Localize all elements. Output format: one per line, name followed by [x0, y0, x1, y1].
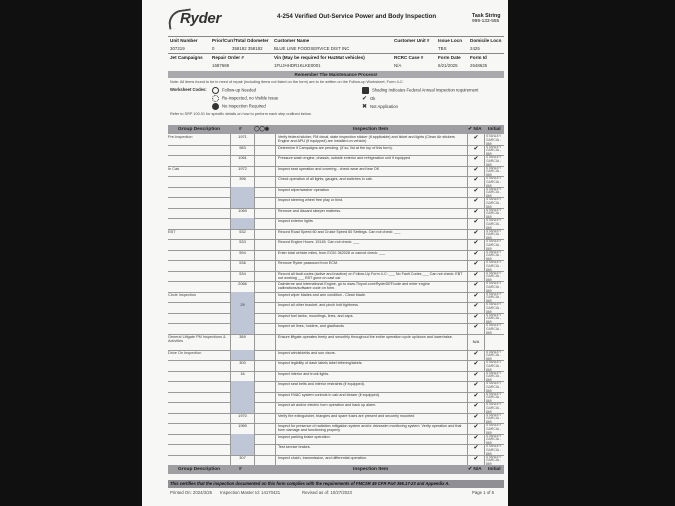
- form-date-label: Form Date: [438, 55, 461, 60]
- row-check: ✔: [467, 381, 485, 392]
- row-number: 594: [230, 250, 255, 261]
- row-code-cell: [253, 187, 276, 198]
- row-initial: STANLEY GARCIA - 869: [486, 176, 502, 188]
- issue-locn-value: TBS: [438, 46, 447, 51]
- row-initial: STANLEY GARCIA - 869: [486, 186, 502, 199]
- row-check: ✔: [467, 145, 485, 156]
- row-item: Record all fault codes (active and inactive) on Follow-Up Form 4-C: ___ No Fault Codes ___ Can not check: EBT not working ___ EBT gone on cast car: [278, 271, 463, 280]
- table-footer-header: [168, 465, 504, 474]
- row-number: 29: [230, 302, 255, 313]
- row-item: Inspect wiper blades and arm condition - Clean blade.: [278, 292, 366, 297]
- row-item: Inspect seat operation and covering - check wear and tear OK: [278, 166, 380, 171]
- row-initial: STANLEY GARCIA - 869: [486, 402, 502, 414]
- row-code-cell: [253, 313, 276, 324]
- row-code-cell: [253, 155, 276, 166]
- printed-on: Printed On: 2024/3/25: [170, 490, 213, 495]
- row-item: Test service brakes.: [278, 445, 311, 449]
- row-initial: STANLEY GARCIA - 869: [486, 260, 502, 272]
- row-code-cell: [253, 350, 276, 361]
- row-number: [230, 218, 255, 229]
- row-check: ✔: [467, 423, 485, 434]
- row-number: 1970: [230, 413, 255, 424]
- row-code-cell: [253, 218, 276, 229]
- row-item: Inspect seat belts and interior restraints (if equipped).: [278, 382, 365, 386]
- code-reinspected: [212, 95, 278, 102]
- row-number: [230, 402, 255, 413]
- form-id-label: Form Id: [470, 55, 487, 60]
- row-item: Inspect interior and trunk lights.: [278, 371, 330, 376]
- domicile-locn-label: Domicile Locn: [470, 38, 502, 43]
- row-number: 536: [230, 260, 255, 271]
- row-initial: STANLEY GARCIA - 869: [486, 302, 502, 314]
- row-number: [230, 434, 255, 445]
- row-initial: STANLEY GARCIA - 869: [486, 323, 502, 335]
- code-label: No Inspection Required: [222, 103, 266, 109]
- row-initial: STANLEY GARCIA - 869: [486, 312, 502, 325]
- repair-order-label: Repair Order #: [212, 55, 244, 60]
- odometer-curr-total-value: 358182 358182: [232, 46, 263, 51]
- rcrc-case-label: RCRC Case #: [394, 55, 424, 60]
- check-icon: ✔: [362, 96, 368, 102]
- row-item: Enter total vehicle miles, from ECM: 362028 or cannot check: ___: [278, 250, 386, 255]
- row-number: 1971: [230, 134, 255, 145]
- row-item: Inspect exterior lights: [278, 219, 313, 223]
- row-check: ✔: [467, 218, 485, 229]
- row-initial: STANLEY GARCIA - 869: [486, 270, 502, 283]
- row-item: Inspect wiper/washer operation: [278, 187, 330, 192]
- row-code-cell: [253, 381, 276, 392]
- remember-band: Remember The Maintenance Process!: [168, 71, 504, 78]
- form-id-value: 2648625: [470, 63, 488, 68]
- row-item: Pressure wash engine, chassis, outside exterior and refrigeration unit if equipped: [278, 156, 411, 160]
- row-check: ✔: [467, 392, 485, 403]
- row-check: ✔: [467, 229, 485, 240]
- row-initial: STANLEY GARCIA - 869: [486, 360, 502, 372]
- row-number: [230, 197, 255, 208]
- filled-circle-icon: [212, 103, 219, 110]
- empty-circle-icon: [212, 87, 219, 94]
- row-number: 396: [230, 176, 255, 187]
- vin-value: 1FUJHHDR1KLKE0001: [274, 63, 321, 68]
- row-code-cell: [253, 392, 276, 403]
- row-check: ✔: [467, 444, 485, 455]
- row-initial: STANLEY GARCIA - 869: [486, 239, 502, 251]
- table-header: [168, 125, 504, 134]
- code-no-inspection: [212, 103, 266, 110]
- row-number: 2066: [230, 281, 255, 292]
- row-group: Pre-Inspection: [168, 135, 193, 139]
- row-code-cell: [253, 371, 276, 382]
- row-initial: STANLEY GARCIA - 869: [486, 281, 502, 293]
- circle-codes-icon: ◯◯◉: [254, 127, 269, 132]
- row-code-cell: [253, 271, 276, 282]
- row-check: ✔: [467, 281, 485, 292]
- row-number: [230, 323, 255, 334]
- row-group: Circle Inspection: [168, 292, 197, 297]
- code-label: Shading Indicates Federal Annual Inspection requirement: [372, 87, 479, 93]
- code-followup: [212, 87, 256, 94]
- row-item: Verify federal sticker, FM decal, state inspection sticker (if applicable) and ticket and lights (Clean Air stickers Engine and APU (if equipped) are installed on vehicle): [278, 135, 455, 144]
- row-code-cell: [253, 260, 276, 271]
- row-check: ✔: [467, 197, 485, 208]
- row-code-cell: [253, 323, 276, 334]
- row-code-cell: [253, 176, 276, 187]
- row-item: Inspect fuel tanks, mountings, lines, and caps.: [278, 313, 354, 318]
- form-title: 4-254 Verified Out-Service Power and Body Inspection: [277, 13, 437, 20]
- divider: [168, 53, 504, 54]
- row-check: ✔: [467, 250, 485, 261]
- row-item: Inspect legibility of dash labels label lettering/labels.: [278, 361, 363, 365]
- code-na: [362, 103, 398, 110]
- row-item: Inspect air lines, holders, and gladhands: [278, 324, 345, 328]
- col-check: ✔ N/A: [468, 127, 482, 132]
- row-initial: STANLEY GARCIA - 869: [486, 165, 502, 178]
- odometer-prior-value: 0: [212, 46, 215, 51]
- row-initial: STANLEY GARCIA - 869: [486, 423, 502, 435]
- row-code-cell: [253, 434, 276, 445]
- row-initial: STANLEY GARCIA - 869: [486, 391, 502, 404]
- row-check: ✔: [467, 360, 485, 371]
- row-group: In Cab: [168, 166, 180, 171]
- certification-statement: This certifies that the inspection documented on this form complies with the requirements of FMCSR 49 CFR Part 396.17-23 and Appendix A.: [168, 480, 504, 488]
- row-check: ✔: [467, 208, 485, 219]
- row-group: EBT: [168, 229, 176, 234]
- domicile-locn-value: 2425: [470, 46, 480, 51]
- ryder-logo: [170, 10, 222, 27]
- row-initial: STANLEY GARCIA - 869: [486, 144, 502, 157]
- row-check: ✔: [467, 155, 485, 166]
- repair-order-value: 1687669: [212, 63, 230, 68]
- row-code-cell: [253, 166, 276, 177]
- row-initial: STANLEY GARCIA - 869: [486, 249, 502, 262]
- row-item: Inspect for presence of radiation mitigation system and/or driveaxim monitoring system. Verify operation and that form damage and functioning properly: [278, 424, 462, 433]
- col-num: #: [239, 467, 242, 472]
- master-id: Inspection Master Id: 14170421: [220, 490, 281, 495]
- row-initial: STANLEY GARCIA -: [486, 454, 502, 463]
- row-code-cell: [253, 239, 276, 250]
- unit-number-value: 307219: [170, 46, 185, 51]
- row-item: Verify fire extinguisher, triangles and spare fuses are present and securely mounted: [278, 413, 415, 418]
- row-code-cell: [253, 145, 276, 156]
- row-initial: STANLEY GARCIA - 869: [486, 412, 502, 425]
- row-number: 532: [230, 229, 255, 240]
- row-initial: STANLEY GARCIA - 869: [486, 444, 502, 456]
- row-code-cell: [253, 360, 276, 371]
- row-check: ✔: [467, 323, 485, 334]
- row-initial: STANLEY GARCIA - 869: [486, 433, 502, 446]
- col-item: Inspection Item: [353, 467, 389, 472]
- row-code-cell: [253, 281, 276, 292]
- row-check: ✔: [467, 271, 485, 282]
- row-item: Inspect all other bracket, and pinch bolt tightness.: [278, 303, 359, 307]
- row-check: N/A: [467, 334, 485, 350]
- code-ok: [362, 95, 375, 102]
- rcrc-case-value: N/A: [394, 63, 402, 68]
- followup-note: Note: All items found to be in need of repair (including items not listed on the form) are to be written on the Follow-up Worksheet, Form 4-C.: [170, 80, 404, 84]
- row-number: [230, 350, 255, 361]
- code-label: Re-inspected, no Visible Issue: [222, 95, 279, 101]
- row-number: [230, 292, 255, 303]
- row-initial: STANLEY GARCIA - 869: [486, 207, 502, 220]
- row-item: Inspect clutch, transmission, and differential operation.: [278, 455, 367, 460]
- jet-campaigns-label: Jet Campaigns: [170, 55, 203, 60]
- row-initial: STANLEY GARCIA - 869: [486, 155, 502, 167]
- row-group: General Liftgate PM Inspections & Activities: [168, 334, 226, 343]
- row-item: Record Road Speed 60 and Cruise Speed 60 Settings. Can not check: ___: [278, 229, 401, 234]
- row-initial: STANLEY GARCIA - 869: [486, 197, 502, 209]
- table-row: [168, 334, 504, 351]
- row-group: Drive On Inspection: [168, 350, 202, 355]
- row-initial: STANLEY GARCIA - 869: [486, 370, 502, 383]
- row-check: ✔: [467, 434, 485, 445]
- page-number: Page 1 of 5: [472, 490, 494, 495]
- logo-text: Ryder: [180, 10, 222, 27]
- row-initial: STANLEY GARCIA - 869: [486, 228, 502, 241]
- row-item: Remove and discard sleeper mattress.: [278, 208, 342, 213]
- srp-note: Refer to SRP 100.01 for specific details on how to perform each step outlined below.: [170, 112, 312, 116]
- row-initial: STANLEY GARCIA - 869: [486, 134, 502, 146]
- row-number: 1972: [230, 166, 255, 177]
- row-item: Remove Ryder password from ECM.: [278, 261, 339, 265]
- row-item: Ensure liftgate operates freely and smoothly throughout the entire operation cycle up/down and lower/raise.: [278, 334, 453, 339]
- inspection-form-page: [142, 0, 508, 506]
- col-group: Group Description: [178, 127, 221, 132]
- row-number: 1061: [230, 155, 255, 166]
- row-number: 389: [230, 334, 255, 350]
- task-string: [472, 13, 500, 25]
- row-number: 16: [230, 371, 255, 382]
- row-code-cell: [253, 423, 276, 434]
- row-item: Check operation of all lights, gauges, and switches in cab.: [278, 177, 373, 181]
- row-check: ✔: [467, 302, 485, 313]
- row-check: ✔: [467, 134, 485, 145]
- row-item: Inspect parking brake operation.: [278, 434, 331, 439]
- col-initial: Initial: [488, 127, 501, 132]
- row-number: 1969: [230, 423, 255, 434]
- na-icon: ✖: [362, 104, 368, 110]
- vin-label: Vin (May be required for HazMat vehicles): [274, 55, 365, 60]
- customer-name-value: BLUE LINE FOODSERVICE DIST INC: [274, 46, 350, 51]
- code-shading: [362, 87, 478, 94]
- row-code-cell: [253, 292, 276, 303]
- row-code-cell: [253, 334, 276, 350]
- row-code-cell: [253, 455, 276, 466]
- row-item: Record Engine Hours: 15145. Can not check: ___: [278, 240, 360, 244]
- row-check: ✔: [467, 313, 485, 324]
- issue-locn-label: Issue Locn: [438, 38, 462, 43]
- row-number: 533: [230, 239, 255, 250]
- row-check: ✔: [467, 413, 485, 424]
- row-code-cell: [253, 444, 276, 455]
- form-date-value: 6/21/2025: [438, 63, 458, 68]
- row-check: ✔: [467, 371, 485, 382]
- code-label: Ok: [370, 96, 376, 101]
- row-initial: STANLEY GARCIA - 869: [486, 381, 502, 393]
- row-number: [230, 381, 255, 392]
- shading-icon: [362, 87, 369, 94]
- row-number: [230, 392, 255, 403]
- row-number: 983: [230, 145, 255, 156]
- row-check: ✔: [467, 260, 485, 271]
- row-check: ✔: [467, 350, 485, 361]
- row-check: ✔: [467, 187, 485, 198]
- odometer-label: Prior/Curr/Total Odometer: [212, 38, 269, 43]
- row-code-cell: [253, 134, 276, 145]
- row-check: ✔: [467, 239, 485, 250]
- task-string-label: Task String: [472, 13, 501, 19]
- col-group: Group Description: [178, 467, 221, 472]
- customer-unit-label: Customer Unit #: [394, 38, 430, 43]
- row-number: 307: [230, 455, 255, 466]
- customer-name-label: Customer Name: [274, 38, 310, 43]
- code-label: Follow-up Needed: [222, 87, 256, 93]
- row-check: ✔: [467, 176, 485, 187]
- row-code-cell: [253, 413, 276, 424]
- task-string-value: 999-133-555: [472, 19, 500, 24]
- worksheet-codes-label: Worksheet Codes:: [170, 87, 207, 92]
- row-item: Inspect air and/or electric horn operation and back up alarm.: [278, 403, 377, 407]
- row-code-cell: [253, 208, 276, 219]
- revised-date: Revised as of: 10/27/2023: [302, 490, 352, 495]
- row-initial: STANLEY GARCIA - 869: [486, 349, 502, 362]
- row-item: Daimlerne and International Engine, go to www.Tinyurl.com/RyderDEFcode and enter engine calibrations/software code on form.: [278, 282, 430, 291]
- code-label: Not Application: [370, 104, 398, 109]
- row-check: ✔: [467, 455, 485, 466]
- row-number: 534: [230, 271, 255, 282]
- row-code-cell: [253, 229, 276, 240]
- row-initial: STANLEY GARCIA - 869: [486, 291, 502, 304]
- row-code-cell: [253, 302, 276, 313]
- row-number: [230, 187, 255, 198]
- row-item: Inspect steering wheel free play or bind.: [278, 198, 344, 202]
- col-item: Inspection Item: [353, 127, 389, 132]
- row-number: 300: [230, 360, 255, 371]
- dotted-circle-icon: [212, 95, 219, 102]
- row-item: Inspect windshields and sun visors.: [278, 350, 336, 355]
- row-code-cell: [253, 250, 276, 261]
- row-code-cell: [253, 402, 276, 413]
- row-item: Inspect HVAC system controls in cab and blower (if equipped).: [278, 392, 380, 397]
- row-initial: STANLEY GARCIA - 869: [486, 218, 502, 230]
- row-item: Determine if Campaigns are pending. (If so, list at the top of this form).: [278, 145, 393, 150]
- col-initial: Initial: [488, 467, 501, 472]
- row-number: 1069: [230, 208, 255, 219]
- row-number: [230, 313, 255, 324]
- row-check: ✔: [467, 292, 485, 303]
- unit-number-label: Unit Number: [170, 38, 198, 43]
- col-check: ✔ N/A: [468, 467, 482, 472]
- divider: [168, 36, 504, 37]
- row-number: [230, 444, 255, 455]
- row-code-cell: [253, 197, 276, 208]
- row-check: ✔: [467, 166, 485, 177]
- col-num: #: [239, 127, 242, 132]
- row-check: ✔: [467, 402, 485, 413]
